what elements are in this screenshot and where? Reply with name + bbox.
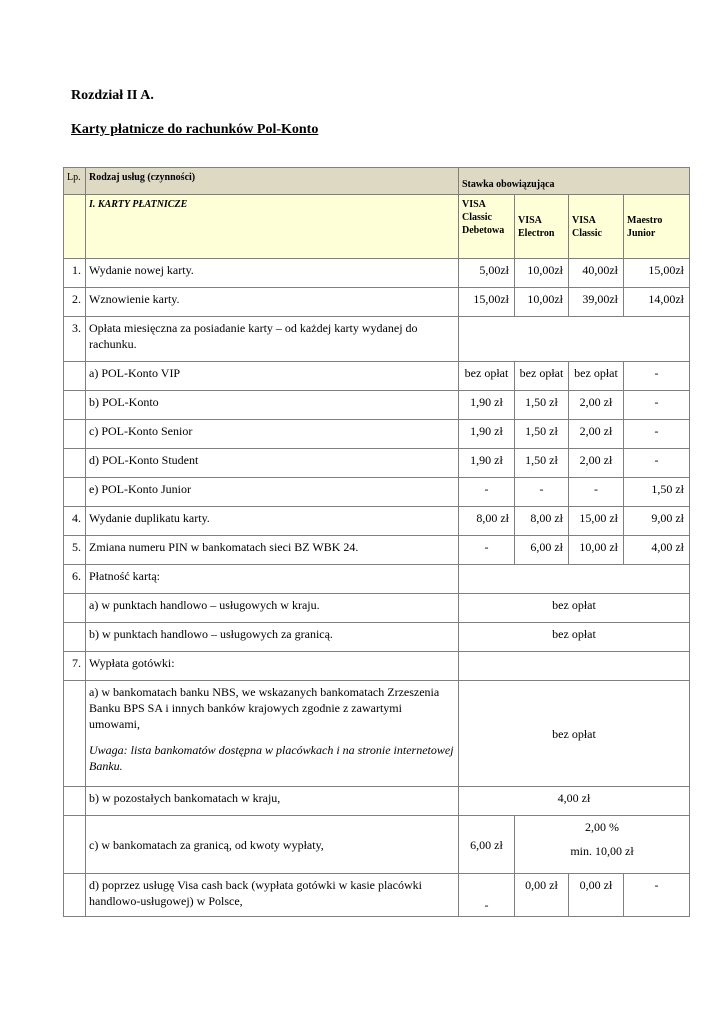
- table-row: e) POL-Konto Junior - - - 1,50 zł: [64, 478, 690, 507]
- section-subtitle: Karty płatnicze do rachunków Pol-Konto: [71, 122, 319, 137]
- table-row: a) POL-Konto VIP bez opłat bez opłat bez opłat -: [64, 362, 690, 391]
- section-label: I. KARTY PŁATNICZE: [86, 195, 459, 259]
- card-types-row: [64, 195, 690, 259]
- card-visa-classic: VISA Classic: [569, 195, 624, 259]
- table-row: a) w bankomatach banku NBS, we wskazanych bankomatach Zrzeszenia Banku BPS SA i innych banków krajowych zgodnie z zawartymi umowami, Uwaga: lista bankomatów dostępna w placówkach i na stronie internetowej Banku. bez opłat: [64, 681, 690, 787]
- table-row: 1. Wydanie nowej karty. 5,00zł 10,00zł 40,00zł 15,00zł: [64, 259, 690, 288]
- table-row: a) w punktach handlowo – usługowych w kraju. bez opłat: [64, 594, 690, 623]
- table-row: c) POL-Konto Senior 1,90 zł 1,50 zł 2,00 zł -: [64, 420, 690, 449]
- table-header-row: [64, 168, 690, 195]
- table-row: c) w bankomatach za granicą, od kwoty wypłaty, 6,00 zł 2,00 % min. 10,00 zł: [64, 816, 690, 874]
- chapter-heading: Rozdział II A.: [71, 88, 154, 103]
- col-rate-header: Stawka obowiązująca: [459, 168, 690, 195]
- table-row: 3. Opłata miesięczna za posiadanie karty – od każdej karty wydanej do rachunku.: [64, 317, 690, 362]
- table-row: d) poprzez usługę Visa cash back (wypłata gotówki w kasie placówki handlowo-usługowej) w Polsce, - 0,00 zł 0,00 zł -: [64, 874, 690, 917]
- card-visa-classic-debetowa: VISA Classic Debetowa: [459, 195, 515, 259]
- table-row: 4. Wydanie duplikatu karty. 8,00 zł 8,00 zł 15,00 zł 9,00 zł: [64, 507, 690, 536]
- table-row: 2. Wznowienie karty. 15,00zł 10,00zł 39,00zł 14,00zł: [64, 288, 690, 317]
- col-service-header: Rodzaj usług (czynności): [86, 168, 459, 195]
- table-row: 7. Wypłata gotówki:: [64, 652, 690, 681]
- card-visa-electron: VISA Electron: [515, 195, 569, 259]
- table-row: b) w punktach handlowo – usługowych za granicą. bez opłat: [64, 623, 690, 652]
- card-maestro-junior: Maestro Junior: [624, 195, 690, 259]
- table-row: 6. Płatność kartą:: [64, 565, 690, 594]
- table-row: d) POL-Konto Student 1,90 zł 1,50 zł 2,00 zł -: [64, 449, 690, 478]
- table-row: b) POL-Konto 1,90 zł 1,50 zł 2,00 zł -: [64, 391, 690, 420]
- fee-table: [63, 167, 690, 917]
- col-lp-header: Lp.: [64, 168, 86, 195]
- table-row: b) w pozostałych bankomatach w kraju, 4,00 zł: [64, 787, 690, 816]
- table-row: 5. Zmiana numeru PIN w bankomatach sieci BZ WBK 24. - 6,00 zł 10,00 zł 4,00 zł: [64, 536, 690, 565]
